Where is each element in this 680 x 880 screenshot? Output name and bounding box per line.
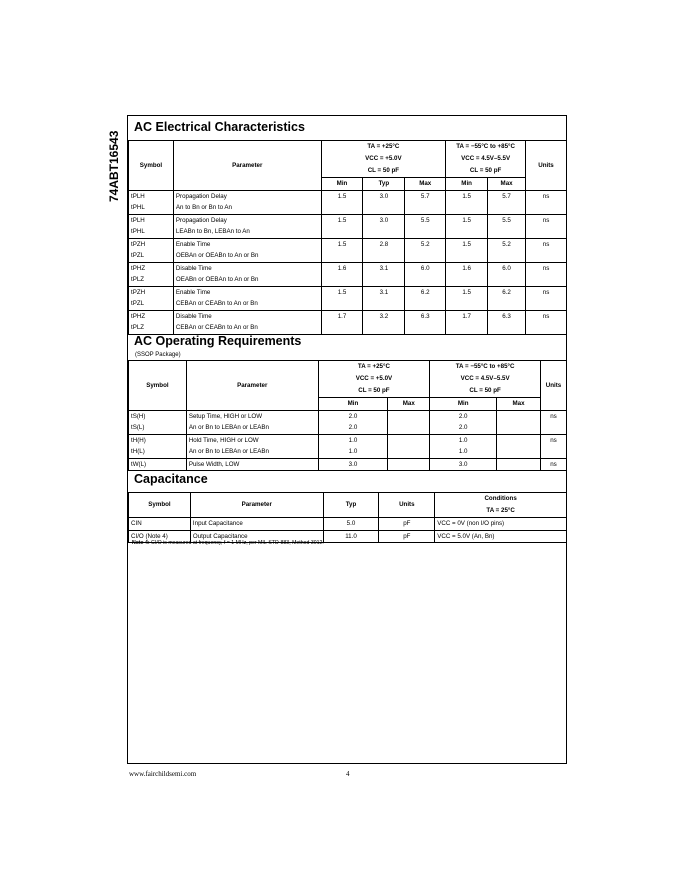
max2-cell: 5.5: [488, 214, 526, 238]
parameter-text: Disable Time: [175, 312, 212, 320]
max2-cell: [497, 410, 541, 434]
symbol-cell: [129, 434, 187, 458]
min2-cell: 1.6: [446, 262, 488, 286]
symbol-cell: [129, 262, 174, 286]
parameter-text: Propagation Delay: [175, 216, 227, 224]
parameter-text: Enable Time: [175, 240, 211, 248]
symbol-cell: [129, 238, 174, 262]
table-row: [129, 458, 567, 471]
symbol-text: tS(L): [131, 424, 145, 431]
min-cell: 1.7: [321, 310, 363, 334]
min2-value: 1.0: [458, 436, 468, 444]
ac-operating-title: AC Operating Requirements: [134, 334, 302, 348]
parameter-text: CEBAn or CEABn to An or Bn: [175, 300, 258, 307]
parameter-cell: [186, 410, 318, 434]
col-min: Min: [321, 178, 363, 191]
parameter-text: LEABn to Bn, LEBAn to An: [175, 228, 250, 235]
units-cell: ns: [526, 238, 567, 262]
symbol-cell: [129, 190, 174, 214]
symbol-text: tPZH: [131, 240, 146, 248]
parameter-text: Propagation Delay: [175, 192, 227, 200]
parameter-cell: [173, 238, 321, 262]
symbol-text: tH(L): [131, 448, 145, 455]
parameter-cell: [186, 458, 318, 471]
min-cell: [318, 410, 388, 434]
symbol-text: tS(H): [131, 412, 146, 420]
part-number: [104, 116, 122, 206]
parameter-text: Pulse Width, LOW: [188, 460, 240, 468]
col-max: Max: [405, 178, 446, 191]
symbol-cell: CI/O (Note 4): [129, 530, 191, 543]
col-units: Units: [379, 493, 435, 518]
min-cell: 1.5: [321, 286, 363, 310]
table-row: [129, 262, 567, 286]
units-cell: ns: [526, 262, 567, 286]
symbol-cell: [129, 310, 174, 334]
max-cell: [388, 434, 430, 458]
table-row: [129, 434, 567, 458]
units-cell: ns: [540, 410, 566, 434]
min2-value: 2.0: [458, 424, 468, 431]
min2-cell: 1.5: [446, 286, 488, 310]
col-max2: Max: [488, 178, 526, 191]
part-number-text: 74ABT16543: [107, 130, 121, 202]
min-value: 1.0: [348, 436, 358, 444]
typ-cell: 3.1: [363, 286, 405, 310]
max2-cell: [497, 434, 541, 458]
min2-value: 2.0: [458, 412, 468, 420]
min2-cell: 1.5: [446, 238, 488, 262]
table-row: [129, 214, 567, 238]
min-cell: [318, 458, 388, 471]
conditions-cell: VCC = 5.0V (An, Bn): [435, 530, 567, 543]
min-cell: 1.5: [321, 238, 363, 262]
min2-cell: 1.5: [446, 190, 488, 214]
typ-cell: 2.8: [363, 238, 405, 262]
parameter-cell: Output Capacitance: [190, 530, 323, 543]
col-max2: Max: [497, 398, 541, 411]
min2-value: 3.0: [458, 460, 468, 468]
symbol-cell: [129, 458, 187, 471]
typ-cell: 3.0: [363, 214, 405, 238]
max-cell: [388, 410, 430, 434]
units-cell: ns: [526, 310, 567, 334]
min2-cell: 1.7: [446, 310, 488, 334]
conditions-cell: VCC = 0V (non I/O pins): [435, 518, 567, 531]
units-cell: pF: [379, 530, 435, 543]
symbol-cell: [129, 286, 174, 310]
max-cell: 5.2: [405, 238, 446, 262]
col-min2: Min: [446, 178, 488, 191]
symbol-text: tH(H): [131, 436, 146, 444]
parameter-text: CEBAn or CEABn to An or Bn: [175, 324, 258, 331]
symbol-text: tPLH: [131, 192, 145, 200]
parameter-text: OEBAn or OEABn to An or Bn: [175, 252, 259, 259]
typ-cell: 3.0: [363, 190, 405, 214]
symbol-text: tPZL: [131, 252, 145, 259]
col-symbol: Symbol: [129, 493, 191, 518]
min2-cell: 1.5: [446, 214, 488, 238]
min-cell: [318, 434, 388, 458]
cond-group-1: TA = +25°C VCC = +5.0V CL = 50 pF: [318, 361, 430, 398]
parameter-cell: Input Capacitance: [190, 518, 323, 531]
note-4: [132, 540, 324, 546]
parameter-text: Enable Time: [175, 288, 211, 296]
max2-cell: [497, 458, 541, 471]
col-parameter: Parameter: [186, 361, 318, 411]
parameter-text: An to Bn or Bn to An: [175, 204, 232, 211]
symbol-text: tPZL: [131, 300, 145, 307]
cond-group-2: TA = −55°C to +85°C VCC = 4.5V–5.5V CL = 50 pF: [430, 361, 541, 398]
min-value: 2.0: [348, 412, 358, 420]
units-cell: ns: [540, 458, 566, 471]
symbol-text: tPZH: [131, 288, 146, 296]
units-cell: ns: [526, 214, 567, 238]
parameter-cell: [173, 214, 321, 238]
col-parameter: Parameter: [190, 493, 323, 518]
col-min: Min: [318, 398, 388, 411]
col-units: Units: [540, 361, 566, 411]
table-row: [129, 286, 567, 310]
col-max: Max: [388, 398, 430, 411]
parameter-text: Setup Time, HIGH or LOW: [188, 412, 263, 420]
typ-cell: 3.2: [363, 310, 405, 334]
max2-cell: 6.2: [488, 286, 526, 310]
units-cell: pF: [379, 518, 435, 531]
parameter-cell: [173, 286, 321, 310]
parameter-text: Disable Time: [175, 264, 212, 272]
max-cell: [388, 458, 430, 471]
col-units: Units: [526, 141, 567, 191]
min2-cell: [430, 410, 497, 434]
parameter-text: OEABn or OEBAn to An or Bn: [175, 276, 259, 283]
units-cell: ns: [540, 434, 566, 458]
max-cell: 6.0: [405, 262, 446, 286]
max-cell: 6.3: [405, 310, 446, 334]
symbol-cell: [129, 214, 174, 238]
max-cell: 6.2: [405, 286, 446, 310]
parameter-cell: [173, 310, 321, 334]
max2-cell: 5.7: [488, 190, 526, 214]
min-cell: 1.5: [321, 214, 363, 238]
ac-operating-subtitle: (SSOP Package): [135, 352, 181, 358]
units-cell: ns: [526, 286, 567, 310]
units-cell: ns: [526, 190, 567, 214]
capacitance-title: Capacitance: [134, 472, 208, 486]
min2-cell: [430, 458, 497, 471]
table-row: [129, 190, 567, 214]
parameter-text: An or Bn to LEBAn or LEABn: [188, 424, 269, 431]
symbol-text: tPLH: [131, 216, 145, 224]
footer-website[interactable]: www.fairchildsemi.com: [129, 770, 197, 778]
parameter-text: Hold Time, HIGH or LOW: [188, 436, 259, 444]
table-row: [129, 410, 567, 434]
symbol-text: tPHZ: [131, 264, 146, 272]
note-text: CI/O is measured at frequency, f = 1 MHz, per MIL-STD-883, Method 3012.: [151, 540, 324, 546]
min-value: 1.0: [348, 448, 358, 455]
min-cell: 1.5: [321, 190, 363, 214]
parameter-text: An or Bn to LEBAn or LEABn: [188, 448, 269, 455]
ac-electrical-title: AC Electrical Characteristics: [134, 120, 305, 134]
typ-cell: 5.0: [323, 518, 379, 531]
col-conditions: Conditions TA = 25°C: [435, 493, 567, 518]
min2-cell: [430, 434, 497, 458]
typ-cell: 11.0: [323, 530, 379, 543]
col-symbol: Symbol: [129, 361, 187, 411]
max2-cell: 6.3: [488, 310, 526, 334]
min-value: 3.0: [348, 460, 358, 468]
max-cell: 5.5: [405, 214, 446, 238]
parameter-cell: [173, 262, 321, 286]
max-cell: 5.7: [405, 190, 446, 214]
symbol-text: tW(L): [131, 460, 147, 468]
footer-page-number: 4: [346, 770, 350, 778]
table-row: [129, 310, 567, 334]
note-label: Note 4:: [132, 540, 150, 546]
col-symbol: Symbol: [129, 141, 174, 191]
parameter-cell: [186, 434, 318, 458]
symbol-text: tPHZ: [131, 312, 146, 320]
min-cell: 1.6: [321, 262, 363, 286]
min2-value: 1.0: [458, 448, 468, 455]
capacitance-table: [128, 492, 567, 543]
symbol-text: tPLZ: [131, 276, 145, 283]
symbol-text: tPHL: [131, 228, 145, 235]
symbol-cell: CIN: [129, 518, 191, 531]
cond-group-2: TA = −55°C to +85°C VCC = 4.5V–5.5V CL = 50 pF: [446, 141, 526, 178]
table-row: [129, 518, 567, 531]
typ-cell: 3.1: [363, 262, 405, 286]
table-row: [129, 238, 567, 262]
parameter-cell: [173, 190, 321, 214]
ac-operating-table: [128, 360, 567, 471]
ac-electrical-table: [128, 140, 567, 335]
cond-group-1: TA = +25°C VCC = +5.0V CL = 50 pF: [321, 141, 446, 178]
symbol-cell: [129, 410, 187, 434]
col-parameter: Parameter: [173, 141, 321, 191]
col-min2: Min: [430, 398, 497, 411]
symbol-text: tPLZ: [131, 324, 145, 331]
max2-cell: 6.0: [488, 262, 526, 286]
symbol-text: tPHL: [131, 204, 145, 211]
col-typ: Typ: [323, 493, 379, 518]
max2-cell: 5.2: [488, 238, 526, 262]
min-value: 2.0: [348, 424, 358, 431]
col-typ: Typ: [363, 178, 405, 191]
